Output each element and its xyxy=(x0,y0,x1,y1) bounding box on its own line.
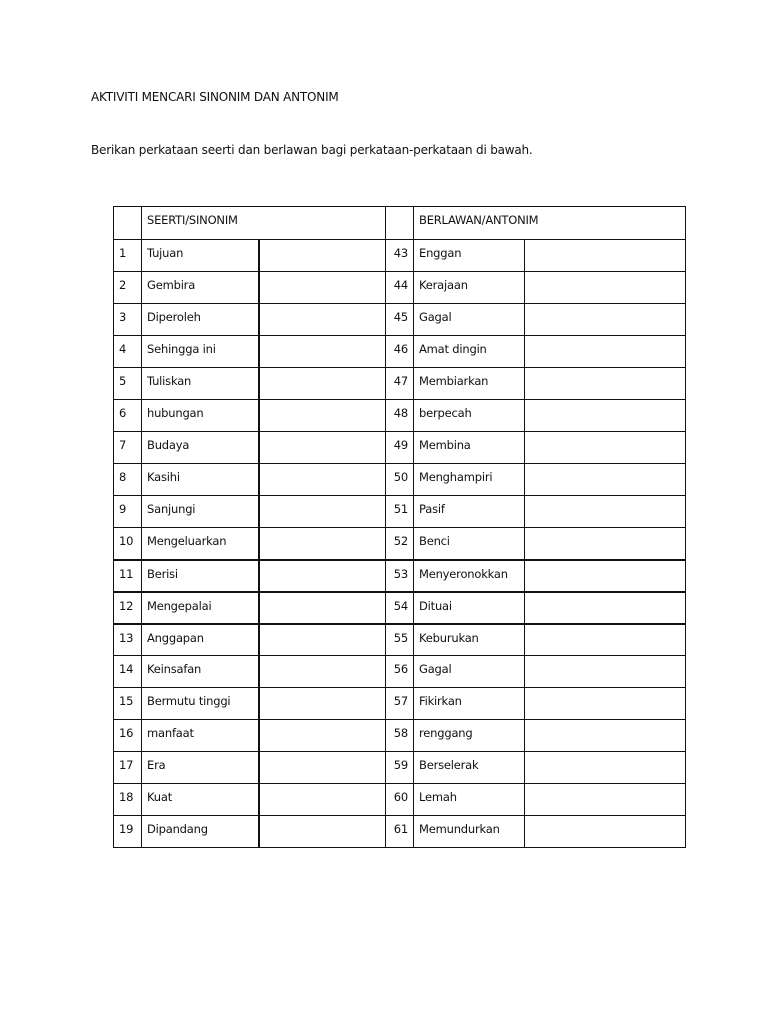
antonim-word: Kerajaan xyxy=(414,272,525,304)
antonim-answer-cell[interactable] xyxy=(525,656,686,688)
sinonim-answer-cell[interactable] xyxy=(259,720,386,752)
table-row xyxy=(114,368,686,400)
table-row xyxy=(114,400,686,432)
sinonim-answer-cell[interactable] xyxy=(259,496,386,528)
antonim-answer-cell[interactable] xyxy=(525,528,686,560)
antonim-word: renggang xyxy=(414,720,525,752)
antonim-answer-cell[interactable] xyxy=(525,400,686,432)
header-blank-cell xyxy=(386,207,414,240)
sinonim-number: 17 xyxy=(114,752,142,784)
sinonim-word: Kasihi xyxy=(142,464,259,496)
sinonim-word: Era xyxy=(142,752,259,784)
antonim-word: Benci xyxy=(414,528,525,560)
sinonim-answer-cell[interactable] xyxy=(259,592,386,624)
antonim-word: Fikirkan xyxy=(414,688,525,720)
antonim-word: Pasif xyxy=(414,496,525,528)
table-row xyxy=(114,752,686,784)
antonim-number: 61 xyxy=(386,816,414,848)
sinonim-answer-cell[interactable] xyxy=(259,432,386,464)
sinonim-number: 10 xyxy=(114,528,142,560)
table-row xyxy=(114,624,686,656)
antonim-number: 47 xyxy=(386,368,414,400)
antonim-word: Enggan xyxy=(414,240,525,272)
antonim-number: 57 xyxy=(386,688,414,720)
sinonim-answer-cell[interactable] xyxy=(259,368,386,400)
header-sinonim: SEERTI/SINONIM xyxy=(142,207,386,240)
antonim-number: 44 xyxy=(386,272,414,304)
sinonim-number: 19 xyxy=(114,816,142,848)
antonim-word: berpecah xyxy=(414,400,525,432)
antonim-word: Amat dingin xyxy=(414,336,525,368)
antonim-answer-cell[interactable] xyxy=(525,432,686,464)
sinonim-word: Tujuan xyxy=(142,240,259,272)
sinonim-word: Diperoleh xyxy=(142,304,259,336)
antonim-answer-cell[interactable] xyxy=(525,816,686,848)
sinonim-number: 1 xyxy=(114,240,142,272)
table-row xyxy=(114,656,686,688)
antonim-number: 49 xyxy=(386,432,414,464)
antonim-answer-cell[interactable] xyxy=(525,368,686,400)
antonim-word: Memundurkan xyxy=(414,816,525,848)
antonim-answer-cell[interactable] xyxy=(525,560,686,592)
sinonim-number: 4 xyxy=(114,336,142,368)
sinonim-answer-cell[interactable] xyxy=(259,464,386,496)
antonim-word: Membina xyxy=(414,432,525,464)
table-row xyxy=(114,528,686,560)
sinonim-word: Bermutu tinggi xyxy=(142,688,259,720)
sinonim-number: 11 xyxy=(114,560,142,592)
table-row xyxy=(114,688,686,720)
antonim-number: 54 xyxy=(386,592,414,624)
sinonim-number: 3 xyxy=(114,304,142,336)
sinonim-word: manfaat xyxy=(142,720,259,752)
antonim-number: 46 xyxy=(386,336,414,368)
sinonim-number: 5 xyxy=(114,368,142,400)
sinonim-word: Budaya xyxy=(142,432,259,464)
sinonim-word: Kuat xyxy=(142,784,259,816)
antonim-answer-cell[interactable] xyxy=(525,304,686,336)
sinonim-number: 16 xyxy=(114,720,142,752)
sinonim-number: 9 xyxy=(114,496,142,528)
instruction-text: Berikan perkataan seerti dan berlawan bagi perkataan-perkataan di bawah. xyxy=(91,143,533,157)
table-row xyxy=(114,432,686,464)
sinonim-number: 6 xyxy=(114,400,142,432)
antonim-word: Menghampiri xyxy=(414,464,525,496)
antonim-word: Gagal xyxy=(414,304,525,336)
sinonim-number: 14 xyxy=(114,656,142,688)
antonim-answer-cell[interactable] xyxy=(525,240,686,272)
table-row xyxy=(114,720,686,752)
sinonim-word: Sehingga ini xyxy=(142,336,259,368)
antonim-number: 53 xyxy=(386,560,414,592)
sinonim-word: hubungan xyxy=(142,400,259,432)
sinonim-number: 7 xyxy=(114,432,142,464)
antonim-word: Menyeronokkan xyxy=(414,560,525,592)
antonim-answer-cell[interactable] xyxy=(525,464,686,496)
sinonim-word: Mengeluarkan xyxy=(142,528,259,560)
sinonim-answer-cell[interactable] xyxy=(259,304,386,336)
sinonim-answer-cell[interactable] xyxy=(259,400,386,432)
antonim-answer-cell[interactable] xyxy=(525,720,686,752)
antonim-number: 43 xyxy=(386,240,414,272)
antonim-answer-cell[interactable] xyxy=(525,496,686,528)
antonim-word: Keburukan xyxy=(414,624,525,656)
table-row xyxy=(114,336,686,368)
sinonim-number: 13 xyxy=(114,624,142,656)
antonim-number: 52 xyxy=(386,528,414,560)
table-row xyxy=(114,592,686,624)
sinonim-number: 15 xyxy=(114,688,142,720)
sinonim-answer-cell[interactable] xyxy=(259,528,386,560)
sinonim-word: Gembira xyxy=(142,272,259,304)
header-antonim: BERLAWAN/ANTONIM xyxy=(414,207,686,240)
table-row xyxy=(114,784,686,816)
sinonim-answer-cell[interactable] xyxy=(259,560,386,592)
sinonim-number: 8 xyxy=(114,464,142,496)
table-row xyxy=(114,816,686,848)
antonim-number: 55 xyxy=(386,624,414,656)
antonim-answer-cell[interactable] xyxy=(525,784,686,816)
antonim-number: 60 xyxy=(386,784,414,816)
antonim-answer-cell[interactable] xyxy=(525,336,686,368)
antonim-word: Berselerak xyxy=(414,752,525,784)
antonim-number: 48 xyxy=(386,400,414,432)
sinonim-word: Dipandang xyxy=(142,816,259,848)
sinonim-number: 2 xyxy=(114,272,142,304)
antonim-answer-cell[interactable] xyxy=(525,272,686,304)
sinonim-answer-cell[interactable] xyxy=(259,688,386,720)
sinonim-answer-cell[interactable] xyxy=(259,784,386,816)
sinonim-answer-cell[interactable] xyxy=(259,752,386,784)
sinonim-answer-cell[interactable] xyxy=(259,272,386,304)
table-row xyxy=(114,240,686,272)
antonim-number: 58 xyxy=(386,720,414,752)
sinonim-word: Anggapan xyxy=(142,624,259,656)
antonim-number: 50 xyxy=(386,464,414,496)
antonim-number: 51 xyxy=(386,496,414,528)
sinonim-answer-cell[interactable] xyxy=(259,624,386,656)
worksheet-table xyxy=(113,206,686,848)
antonim-answer-cell[interactable] xyxy=(525,688,686,720)
sinonim-answer-cell[interactable] xyxy=(259,816,386,848)
table-row xyxy=(114,496,686,528)
page-title: AKTIVITI MENCARI SINONIM DAN ANTONIM xyxy=(91,90,339,104)
antonim-number: 59 xyxy=(386,752,414,784)
antonim-answer-cell[interactable] xyxy=(525,752,686,784)
sinonim-number: 18 xyxy=(114,784,142,816)
table-row xyxy=(114,304,686,336)
table-header-row xyxy=(114,207,686,240)
table-row xyxy=(114,464,686,496)
antonim-word: Gagal xyxy=(414,656,525,688)
antonim-number: 56 xyxy=(386,656,414,688)
sinonim-answer-cell[interactable] xyxy=(259,656,386,688)
antonim-word: Dituai xyxy=(414,592,525,624)
sinonim-answer-cell[interactable] xyxy=(259,336,386,368)
sinonim-number: 12 xyxy=(114,592,142,624)
antonim-answer-cell[interactable] xyxy=(525,592,686,624)
sinonim-word: Tuliskan xyxy=(142,368,259,400)
antonim-answer-cell[interactable] xyxy=(525,624,686,656)
antonim-word: Membiarkan xyxy=(414,368,525,400)
header-blank-cell xyxy=(114,207,142,240)
sinonim-answer-cell[interactable] xyxy=(259,240,386,272)
table-row xyxy=(114,272,686,304)
sinonim-word: Berisi xyxy=(142,560,259,592)
antonim-word: Lemah xyxy=(414,784,525,816)
sinonim-word: Keinsafan xyxy=(142,656,259,688)
sinonim-word: Sanjungi xyxy=(142,496,259,528)
antonim-number: 45 xyxy=(386,304,414,336)
table-row xyxy=(114,560,686,592)
sinonim-word: Mengepalai xyxy=(142,592,259,624)
